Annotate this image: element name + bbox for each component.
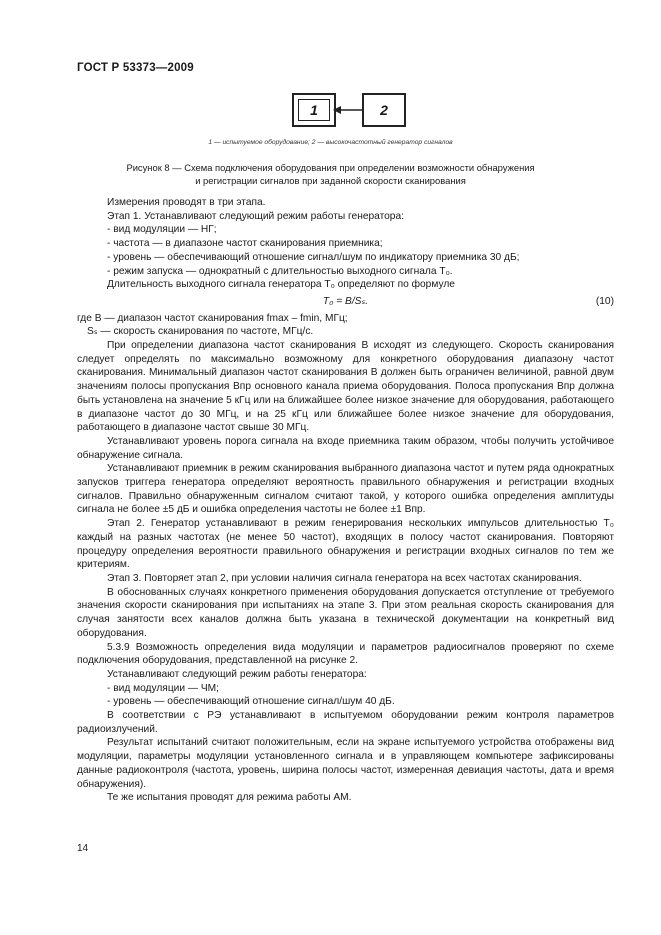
paragraph: Этап 1. Устанавливают следующий режим работы генератора: — [107, 210, 404, 222]
paragraph: Те же испытания проводят для режима работы АМ. — [107, 792, 352, 804]
generator-box: 2 — [362, 93, 406, 127]
list-item: - вид модуляции — НГ; — [107, 224, 217, 236]
paragraph: Устанавливают уровень порога сигнала на входе приемника таким образом, чтобы получить устойчивое обнаружение сигнала. — [77, 435, 614, 461]
equipment-under-test-box — [292, 93, 336, 127]
paragraph: где B — диапазон частот сканирования fmax – fmin, МГц; — [77, 312, 348, 324]
list-item: - уровень — обеспечивающий отношение сигнал/шум 40 дБ. — [107, 696, 395, 708]
paragraph: Длительность выходного сигнала генератора T₀ определяют по формуле — [107, 279, 455, 291]
paragraph: Результат испытаний считают положительным, если на экране испытуемого устройства отображены вид модуляции, параметры модуляции установленного сигнала и в управляющем компьютере зафиксированы данные радиоконтроля (частота, уровень, ширина полосы частот, измеренная девиация частоты, дата и время обнаружения). — [77, 737, 614, 790]
formula-number: (10) — [595, 295, 614, 307]
caption-line-1: Рисунок 8 — Схема подключения оборудования при определении возможности обнаружения — [126, 162, 535, 173]
paragraph: Этап 2. Генератор устанавливают в режим генерирования нескольких импульсов длительностью T₀ каждый на разных частотах (не менее 50 частот), входящих в полосу частот сканирования. Повторяют процедуру определения вероятности правильного обнаружения и регистрации входных сигналов по тем же критериям. — [77, 518, 614, 571]
paragraph: В обоснованных случаях конкретного применения оборудования допускается отступление от требуемого значения скорости сканирования при испытаниях на этапе 3. При этом реальная скорость сканирования для случая занятости всех каналов должна быть указана в технической документации на конкретный вид оборудования. — [77, 586, 614, 639]
list-item: - уровень — обеспечивающий отношение сигнал/шум по индикатору приемника 30 дБ; — [107, 251, 520, 263]
formula-expression: T₀ = B/Sₛ. — [322, 295, 369, 307]
paragraph: 5.3.9 Возможность определения вида модуляции и параметров радиосигналов проверяют по схеме подключения оборудования, представленной на рисунке 2. — [77, 641, 614, 667]
page-number: 14 — [77, 843, 89, 854]
paragraph: При определении диапазона частот сканирования B исходят из следующего. Скорость сканирования следует определять по максимально возможному для конкретного оборудования диапазону частот сканирования. Минимальный диапазон частот сканирования B должен быть ограничен величиной, равной двум значениям полосы пропускания Bпр основного канала приема оборудования. Полоса пропускания Bпр должна быть установлена на значение 5 кГц или на ближайшее более низкое значение для оборудования, работающего в диапазоне частот до 30 МГц, и на 25 кГц или ближайшее более низкое значение для оборудования, работающего в диапазоне частот свыше 30 МГц. — [77, 340, 614, 434]
list-item: - частота — в диапазоне частот сканирования приемника; — [107, 238, 383, 250]
paragraph: Устанавливают следующий режим работы генератора: — [107, 668, 367, 680]
figure-caption — [0, 161, 661, 187]
list-item: - вид модуляции — ЧМ; — [107, 682, 219, 694]
paragraph: В соответствии с РЭ устанавливают в испытуемом оборудовании режим контроля параметров радиоизлучений. — [77, 710, 614, 735]
caption-line-2: и регистрации сигналов при заданной скорости сканирования — [195, 175, 466, 186]
body-text — [77, 196, 614, 805]
paragraph: Sₛ — скорость сканирования по частоте, МГц/с. — [87, 326, 314, 338]
paragraph: Устанавливают приемник в режим сканирования выбранного диапазона частот и путем ряда однократных запусков триггера генератора определяют вероятность правильного обнаружения и регистрации входных сигналов. Правильно обнаруженным сигналом считают такой, у которого ошибка определения амплитуды сигнала не более ±5 дБ и ошибка определения частоты не более ±1 Bпр. — [77, 463, 614, 516]
formula — [77, 295, 614, 309]
box-1-label: 1 — [298, 99, 330, 121]
standard-header: ГОСТ Р 53373—2009 — [77, 62, 194, 74]
connection-diagram — [288, 89, 408, 133]
paragraph: Этап 3. Повторяет этап 2, при условии наличия сигнала генератора на всех частотах сканирования. — [107, 572, 582, 584]
signal-arrow-icon — [332, 93, 364, 127]
figure-legend: 1 — испытуемое оборудование; 2 — высокочастотный генератор сигналов — [208, 139, 453, 146]
paragraph: Измерения проводят в три этапа. — [107, 197, 266, 208]
list-item: - режим запуска — однократный с длительностью выходного сигнала T₀. — [107, 265, 453, 277]
